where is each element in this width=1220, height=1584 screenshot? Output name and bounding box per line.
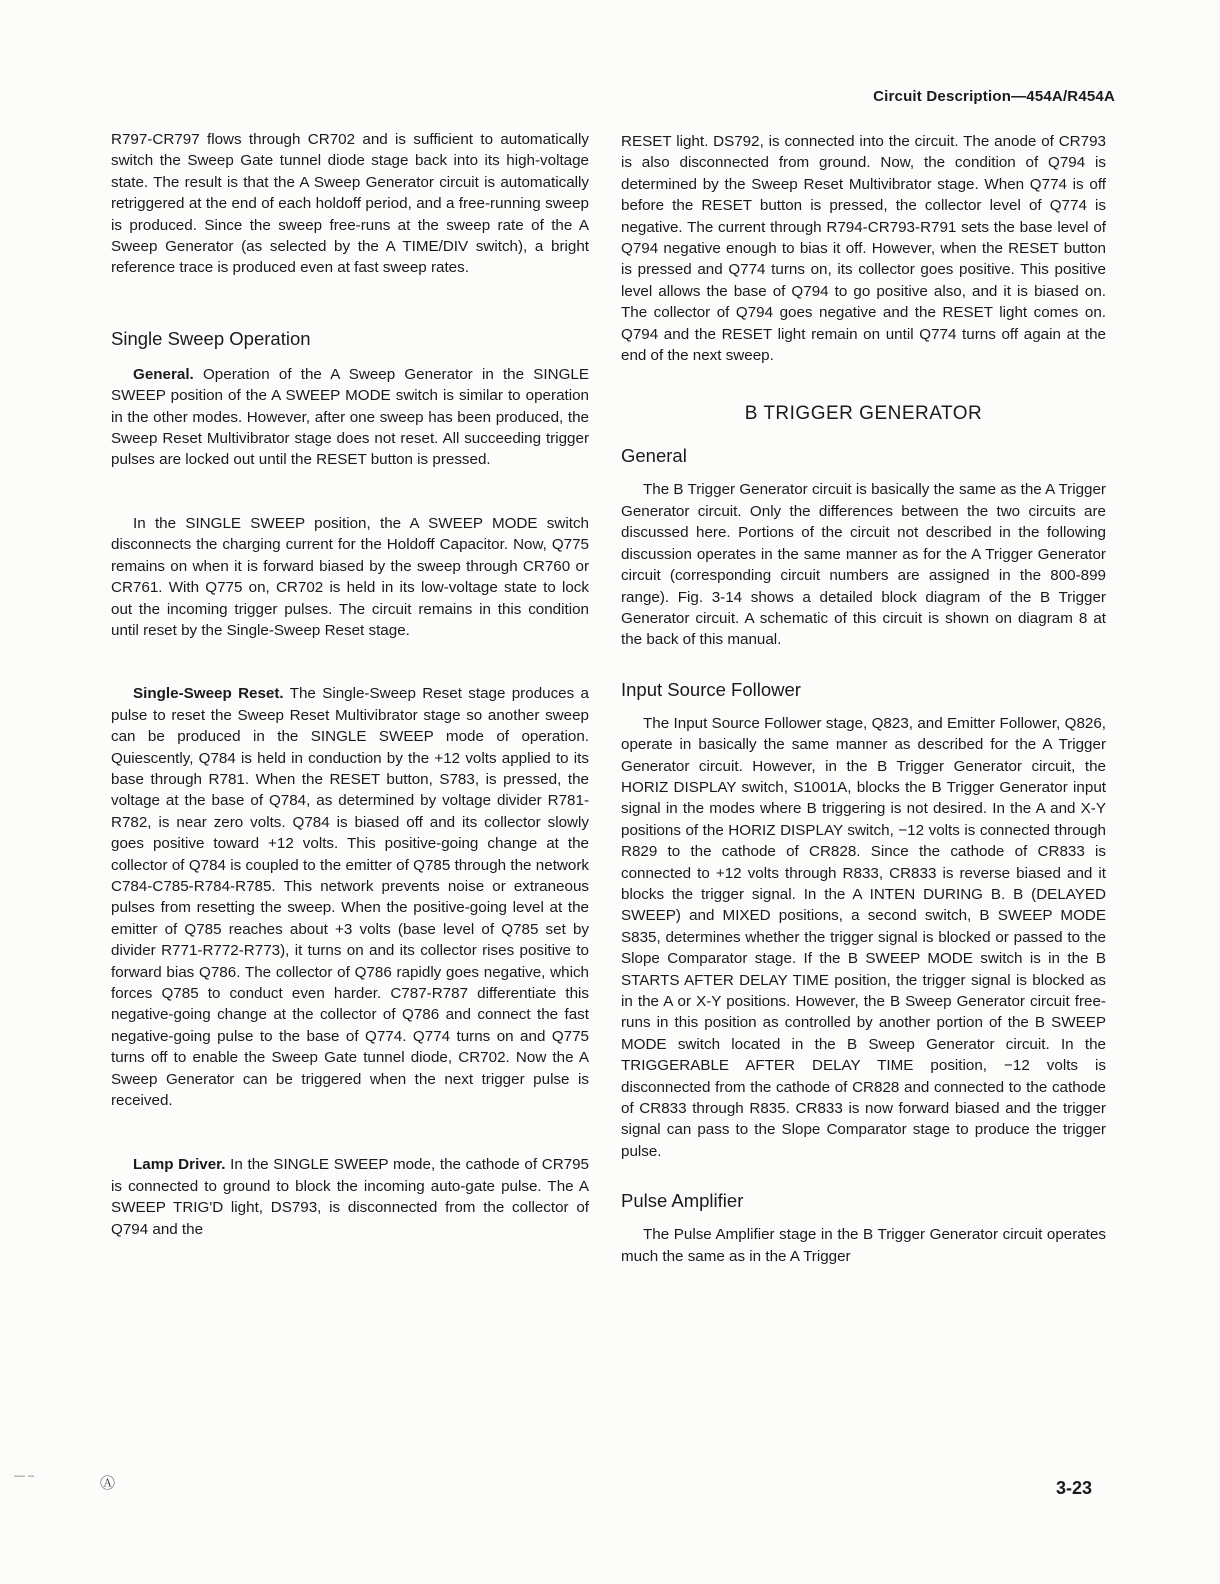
paragraph-single-sweep-position: In the SINGLE SWEEP position, the A SWEEP MODE switch disconnects the charging current for the Holdoff Capacitor. Now, Q775 remains on when it is forward biased by the sweep through CR760 or CR761. With Q775 on, CR702 is held in its low-voltage state to lock out the incoming trigger pulses. The circuit remains in this condition until reset by the Single-Sweep Reset stage. (111, 514, 589, 639)
text-single-sweep-reset: The Single-Sweep Reset stage produces a pulse to reset the Sweep Reset Multivibrator stage so another sweep can be produced in the SINGLE SWEEP mode of operation. Quiescently, Q784 is held in conduction by the +12 volts applied to its base through R781. When the RESET button, S783, is pressed, the voltage at the base of Q784, as determined by voltage divider R781-R782, is near zero volts. Q784 is biased off and its collector slowly goes positive toward +12 volts. This positive-going change at the collector of Q784 is coupled to the emitter of Q785 through the network C784-C785-R784-R785. This network prevents noise or extraneous pulses from resetting the sweep. When the positive-going level at the emitter of Q785 reaches about +3 volts (base level of Q785 set by divider R771-R772-R773), it turns on and its collector rises positive to forward bias Q786. The collector of Q786 rapidly goes negative, which forces Q785 to conduct even harder. C787-R787 differentiate this negative-going change at the collector of Q786 and connect the fast negative-going pulse to the base of Q774. Q774 turns on and Q775 turns off to enable the Sweep Gate tunnel diode, CR702. Now the A Sweep Generator can be triggered when the next trigger pulse is received. (111, 685, 589, 1110)
paragraph-input-source-follower: The Input Source Follower stage, Q823, and Emitter Follower, Q826, operate in basically the same manner as described for the A Trigger Generator circuit. However, in the B Trigger Generator circuit, the HORIZ DISPLAY switch, S1001A, blocks the B Trigger Generator input signal in the modes where B triggering is not desired. In the A and X-Y positions of the HORIZ DISPLAY switch, −12 volts is connected through R829 to the cathode of CR828. Since the cathode of CR833 is connected to +12 volts through R833, CR833 is reverse biased and it blocks the trigger signal. In the A INTEN DURING B. B (DELAYED SWEEP) and MIXED positions, a second switch, B SWEEP MODE S835, determines whether the trigger signal is blocked or passed to the Slope Comparator stage. If the B SWEEP MODE switch is in the B STARTS AFTER DELAY TIME position, the trigger signal is blocked as in the A or X-Y positions. However, the B Sweep Generator circuit free-runs in this position as controlled by another portion of the B SWEEP MODE switch located in the B Sweep Generator circuit. In the TRIGGERABLE AFTER DELAY TIME position, −12 volts is disconnected from the cathode of CR828 and connected to the cathode of CR833 through R835. CR833 is now forward biased and the trigger signal can pass to the Slope Comparator stage to produce the trigger pulse. (621, 714, 1106, 1160)
heading-input-source-follower: Input Source Follower (621, 678, 801, 700)
paragraph-single-sweep-reset (111, 683, 589, 1111)
page-number: 3-23 (1055, 1478, 1092, 1498)
heading-b-trigger-generator: B TRIGGER GENERATOR (744, 403, 983, 425)
paragraph-pulse-amplifier: The Pulse Amplifier stage in the B Trigger Generator circuit operates much the same as in the A Trigger (621, 1226, 1106, 1265)
revision-mark: Ⓐ (100, 1475, 116, 1492)
heading-single-sweep-operation: Single Sweep Operation (111, 327, 311, 349)
right-column (621, 131, 1106, 1267)
text-general: Operation of the A Sweep Generator in the SINGLE SWEEP position of the A SWEEP MODE switch is similar to operation in the other modes. However, after one sweep has been produced, the Sweep Reset Multivibrator stage does not reset. All succeeding trigger pulses are locked out until the RESET button is pressed. (111, 365, 589, 469)
lead-general: General. (133, 365, 194, 383)
left-column (111, 129, 589, 1240)
paragraph-free-run: R797-CR797 flows through CR702 and is sufficient to automatically switch the Sweep Gate tunnel diode stage back into its high-voltage state. The result is that the A Sweep Generator circuit is automatically retriggered at the end of each holdoff period, and a free-running sweep is produced. Since the sweep free-runs at the sweep rate of the A Sweep Generator (as selected by the A TIME/DIV switch), a bright reference trace is produced even at fast sweep rates. (111, 131, 589, 277)
paragraph-reset-light: RESET light. DS792, is connected into the circuit. The anode of CR793 is also disconnected from ground. Now, the condition of Q794 is determined by the Sweep Reset Multivibrator stage. When Q774 is off before the RESET button is pressed, the collector level of Q774 is negative. The current through R794-CR793-R791 sets the base level of Q794 negative enough to bias it off. However, when the RESET button is pressed and Q774 turns on, its collector goes positive. This positive level allows the base of Q794 to go positive also, and it is biased on. The collector of Q794 goes negative and the RESET light comes on. Q794 and the RESET light remain on until Q774 turns off again at the end of the next sweep. (621, 133, 1106, 365)
paragraph-general (111, 364, 589, 471)
paragraph-lamp-driver (111, 1154, 589, 1240)
margin-dash-mark: — – (14, 1470, 35, 1482)
heading-pulse-amplifier: Pulse Amplifier (621, 1190, 744, 1212)
text-lamp-driver: In the SINGLE SWEEP mode, the cathode of CR795 is connected to ground to block the incoming auto-gate pulse. The A SWEEP TRIG'D light, DS793, is disconnected from the collector of Q794 and the (111, 1156, 590, 1238)
lead-lamp-driver: Lamp Driver. (133, 1156, 226, 1174)
lead-single-sweep-reset: Single-Sweep Reset. (133, 685, 284, 703)
page-header: Circuit Description—454A/R454A (873, 88, 1115, 105)
heading-general: General (621, 445, 687, 467)
paragraph-b-general: The B Trigger Generator circuit is basically the same as the A Trigger Generator circuit. Only the differences between the two circuits are discussed here. Portions of the circuit not described in the following discussion operates in the same manner as for the A Trigger Generator circuit (corresponding circuit numbers are assigned in the 800-899 range). Fig. 3-14 shows a detailed block diagram of the B Trigger Generator circuit. A schematic of this circuit is shown on diagram 8 at the back of this manual. (621, 481, 1106, 649)
